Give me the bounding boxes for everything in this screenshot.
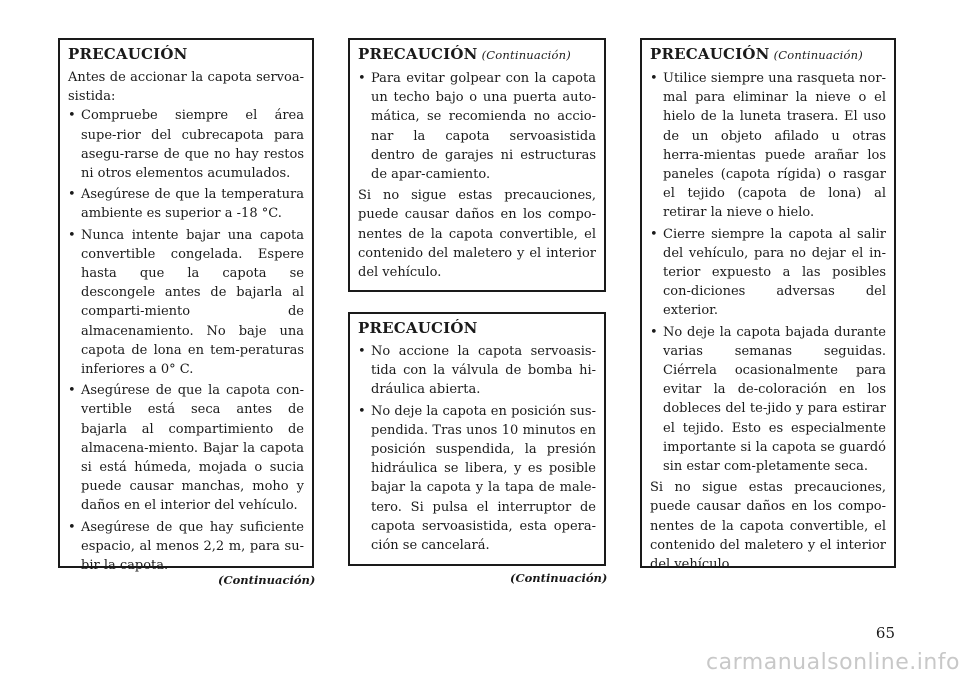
list-item: • Nunca intente bajar una capota convertible congelada. Espere hasta que la capota se descongele antes de bajarla al comparti-miento de almacenamiento. No baje una capota de lona en tem-peraturas inferiores a 0° C.: [68, 227, 304, 378]
caution-outro: Si no sigue estas precauciones, puede causar daños en los compo-nentes de la capota convertible, el contenido del maletero y el interior del vehículo.: [358, 188, 596, 281]
caution-list: [68, 106, 304, 575]
list-item: • Asegúrese de que hay suficiente espacio, al menos 2,2 m, para su-bir la capota.: [68, 519, 304, 574]
list-item: • No deje la capota en posición sus-pendida. Tras unos 10 minutos en posición suspendida, la presión hidráulica se libera, y es posible bajar la capota y la tapa de male-tero. Si pulsa el interruptor de capota servoasistida, esta opera-ción se cancelará.: [358, 403, 596, 554]
list-item: • No accione la capota servoasis-tida con la válvula de bomba hi-dráulica abierta.: [358, 344, 596, 398]
list-item: • Cierre siempre la capota al salir del vehículo, para no dejar el in-terior expuesto a las posibles con-diciones adversas del exterior.: [650, 226, 886, 319]
caution-list: [358, 69, 596, 184]
list-item: • Para evitar golpear con la capota un techo bajo o una puerta auto-mática, se recomienda no accio-nar la capota servoasistida dentro de garajes ni estructuras de apar-camiento.: [358, 71, 596, 183]
list-item: • Utilice siempre una rasqueta nor-mal para eliminar la nieve o el hielo de la luneta trasera. El uso de un objeto afilado u otras herra-mientas puede arañar los paneles (capota rígida) o rasgar el tejido (capota de lona) al retirar la nieve o hielo.: [650, 71, 886, 221]
caution-box-2: [348, 38, 606, 292]
caution-list: [650, 69, 886, 476]
page-number: 65: [875, 624, 895, 642]
continued-label: (Continuación): [510, 571, 608, 585]
caution-title: PRECAUCIÓN: [358, 319, 478, 337]
caution-title: PRECAUCIÓN (Continuación): [650, 45, 863, 63]
watermark: carmanualsonline.info: [706, 650, 960, 675]
caution-title: PRECAUCIÓN: [68, 45, 188, 63]
caution-title: PRECAUCIÓN (Continuación): [358, 45, 571, 63]
title-continued: (Continuación): [773, 48, 863, 62]
caution-intro: Antes de accionar la capota servoa-sistida:: [68, 70, 304, 105]
caution-box-4: [640, 38, 896, 573]
list-item: • Asegúrese de que la temperatura ambiente es superior a -18 °C.: [68, 187, 304, 222]
caution-box-3: [348, 312, 606, 566]
list-item: • No deje la capota bajada durante varias semanas seguidas. Ciérrela ocasionalmente para evitar la de-coloración en los dobleces del te-jido y para estirar el tejido. Esto es especialmente importante si la capota se guardó sin estar com-pletamente seca.: [650, 324, 886, 475]
caution-list: [358, 342, 596, 555]
list-item: • Asegúrese de que la capota con-vertible está seca antes de bajarla al compartimiento de almacena-miento. Bajar la capota si está húmeda, mojada o sucia puede causar manchas, moho y daños en el interior del vehículo.: [68, 383, 304, 514]
continued-label: (Continuación): [218, 573, 316, 587]
title-continued: (Continuación): [481, 48, 571, 62]
caution-outro: Si no sigue estas precauciones, puede causar daños en los compo-nentes de la capota convertible, el contenido del maletero y el interior del vehículo.: [650, 480, 886, 573]
caution-box-1: [58, 38, 314, 574]
list-item: • Compruebe siempre el área supe-rior del cubrecapota para asegu-rarse de que no hay restos ni otros elementos acumulados.: [68, 108, 304, 182]
